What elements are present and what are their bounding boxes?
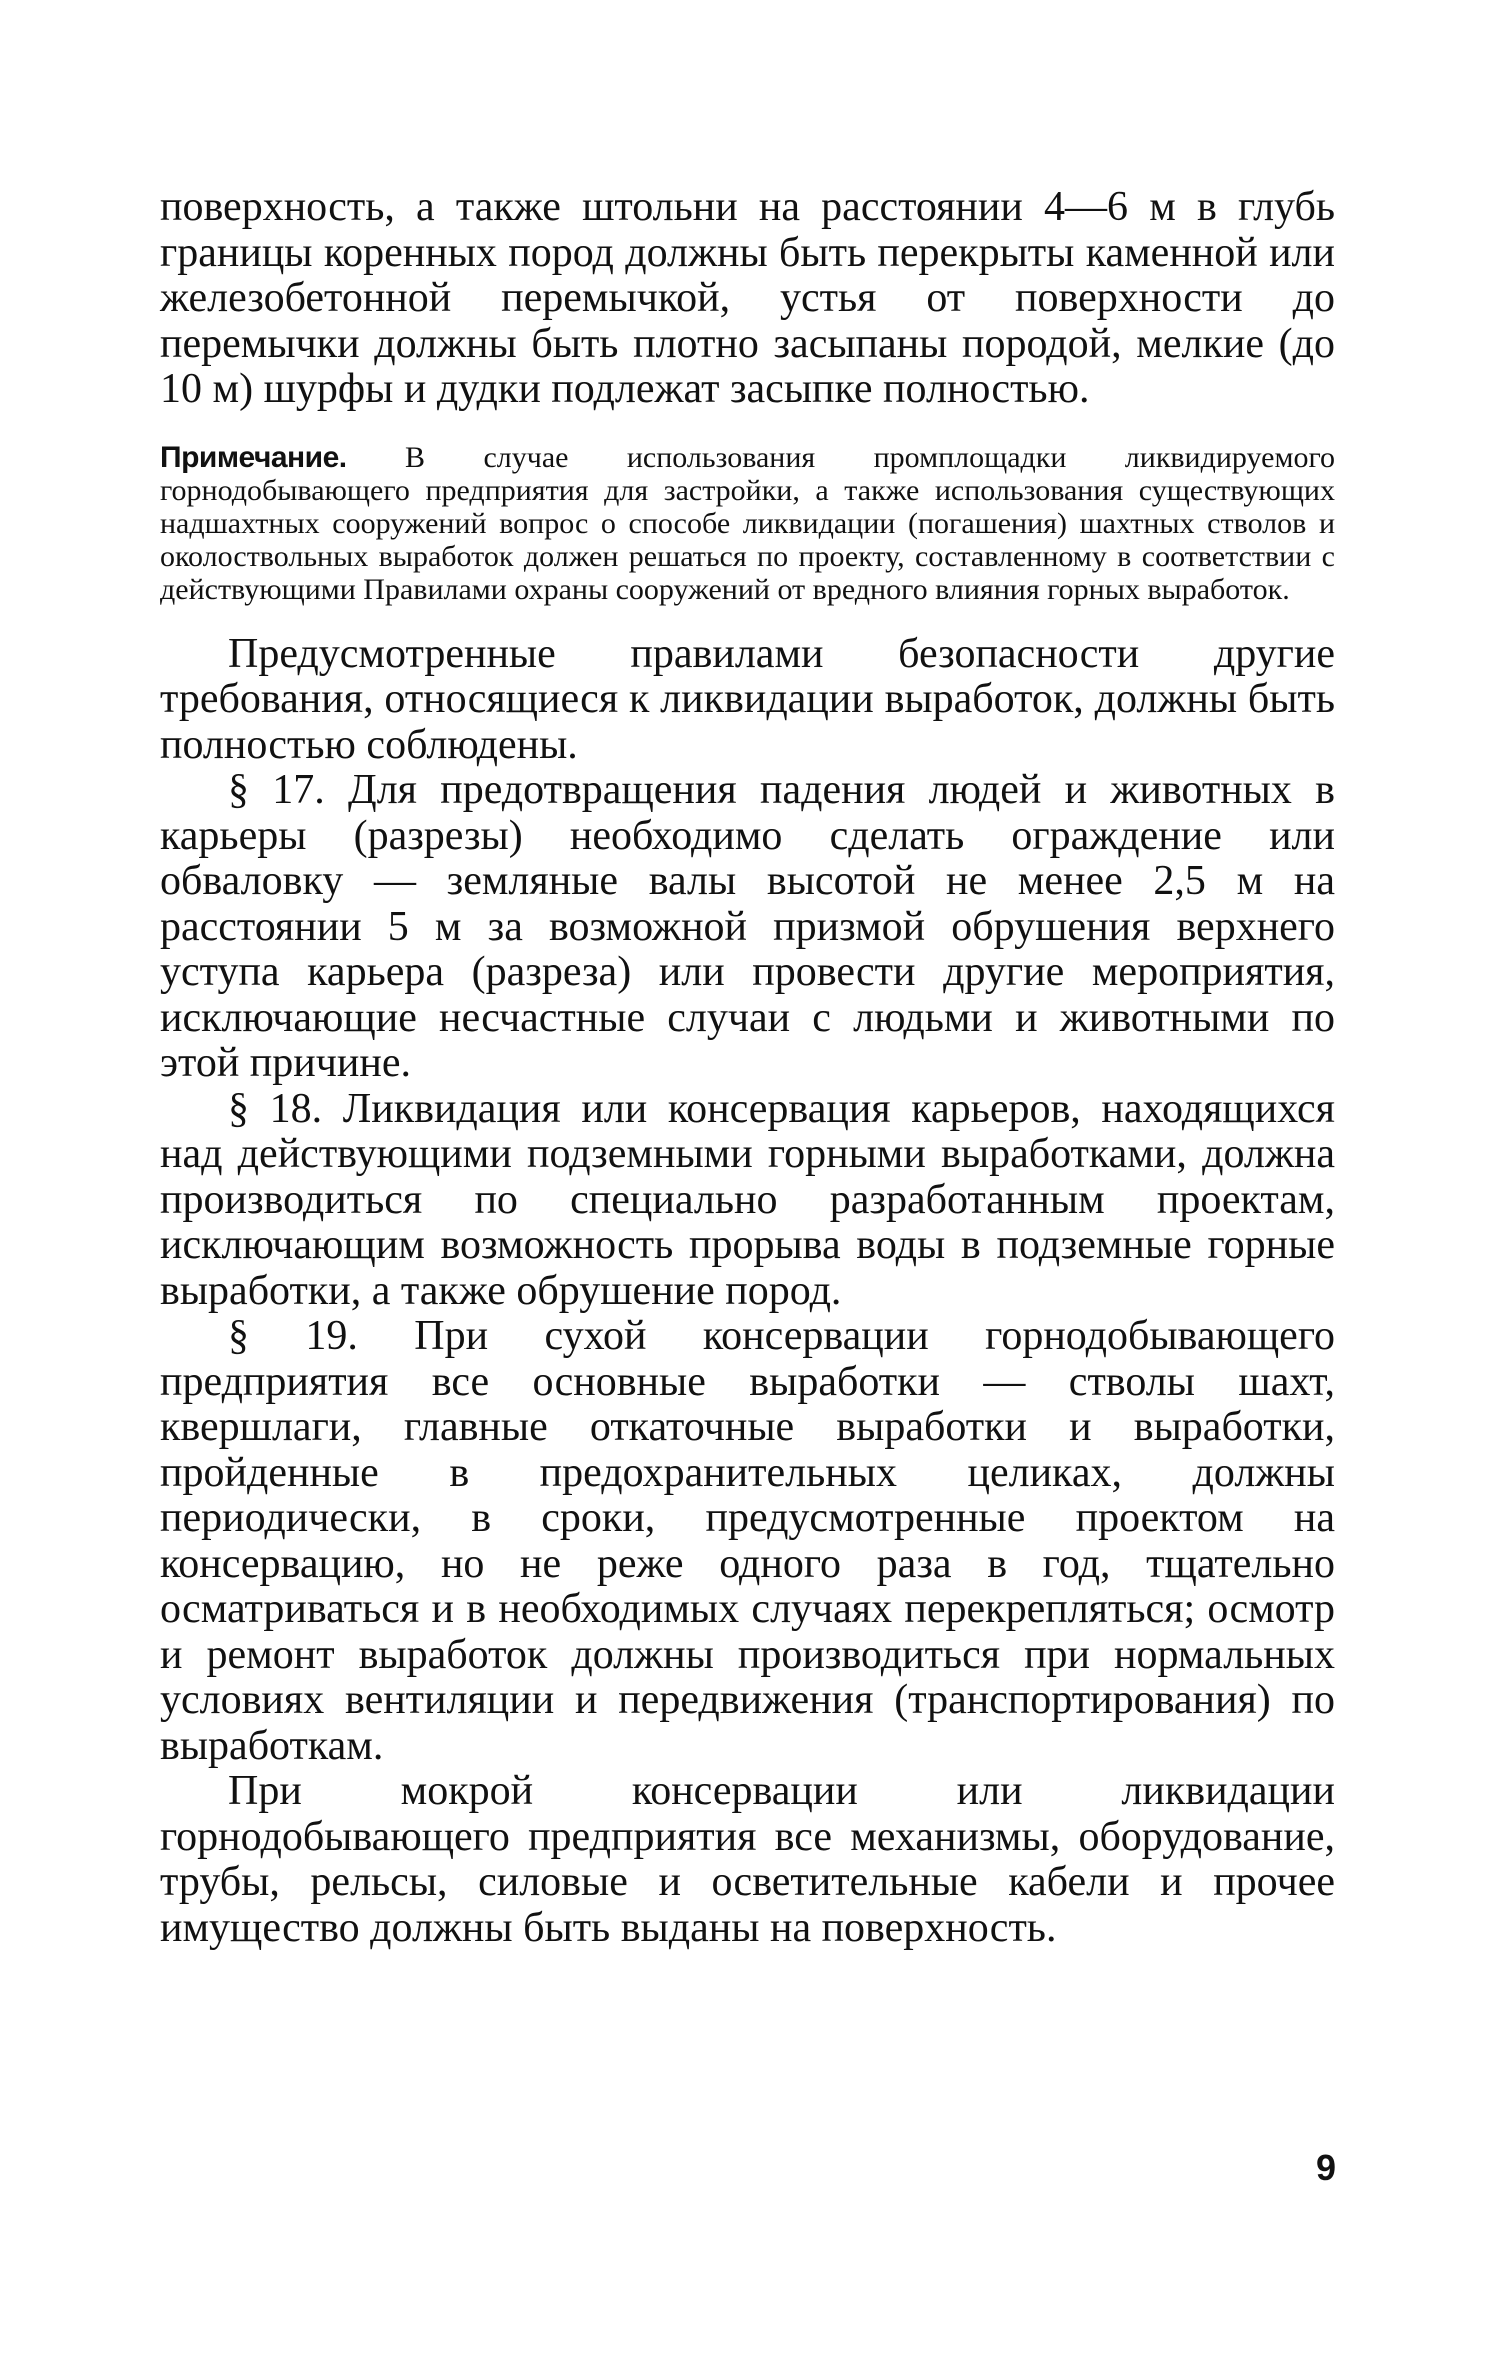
section-17-paragraph: § 17. Для предотвращения падения людей и животных в карьеры (разрезы) необходимо сделать ограждение или обваловку — земляные валы высотой не менее 2,5 м на расстоянии 5 м за возможной призмой обрушения верхнего уступа карьера (разреза) или провести другие мероприятия, исключающие несчастные случаи с людьми и животными по этой причине. [160, 767, 1335, 1086]
note-block [160, 441, 1335, 606]
section-19-paragraph: § 19. При сухой консервации горнодобывающего предприятия все основные выработки — стволы шахт, квершлаги, главные откаточные выработки и выработки, пройденные в предохранительных целиках, должны периодически, в сроки, предусмотренные проектом на консервацию, но не реже одного раза в год, тщательно осматриваться и в необходимых случаях перекрепляться; осмотр и ремонт выработок должны производиться при нормальных условиях вентиляции и передвижения (транспортирования) по выработкам. [160, 1313, 1335, 1769]
wet-conservation-paragraph: При мокрой консервации или ликвидации горнодобывающего предприятия все механизмы, оборудование, трубы, рельсы, силовые и осветительные кабели и прочее имущество должны быть выданы на поверхность. [160, 1768, 1335, 1951]
note-text: В случае использования промплощадки ликвидируемого горнодобывающего предприятия для застройки, а также использования существующих надшахтных сооружений вопрос о способе ликвидации (погашения) шахтных стволов и околоствольных выработок должен решаться по проекту, составленному в соответствии с действующими Правилами охраны сооружений от вредного влияния горных выработок. [160, 440, 1335, 606]
note-label: Примечание. [160, 440, 347, 474]
requirements-paragraph: Предусмотренные правилами безопасности другие требования, относящиеся к ликвидации выработок, должны быть полностью соблюдены. [160, 630, 1335, 768]
page-number: 9 [1315, 2147, 1336, 2188]
continued-paragraph: поверхность, а также штольни на расстоянии 4—6 м в глубь границы коренных пород должны быть перекрыты каменной или железобетонной перемычкой, устья от поверхности до перемычки должны быть плотно засыпаны породой, мелкие (до 10 м) шурфы и дудки подлежат засыпке полностью. [160, 184, 1335, 412]
text-column [160, 185, 1335, 1951]
section-18-paragraph: § 18. Ликвидация или консервация карьеров, находящихся над действующими подземными горными выработками, должна производиться по специально разработанным проектам, исключающим возможность прорыва воды в подземные горные выработки, а также обрушение пород. [160, 1085, 1335, 1314]
